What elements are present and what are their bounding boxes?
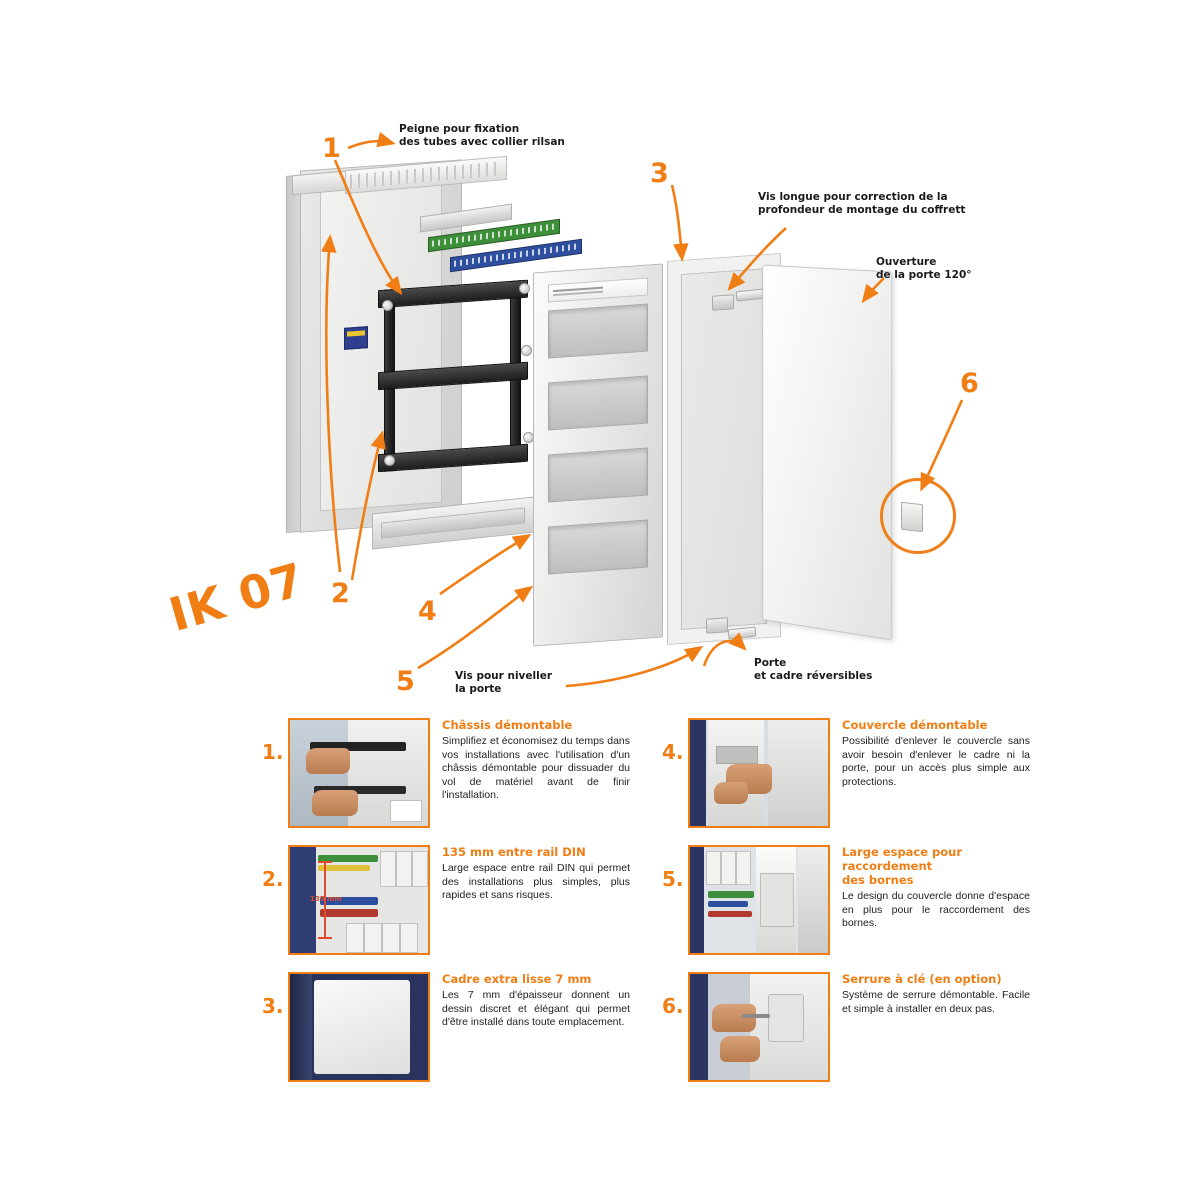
- feature-2-text: [430, 845, 630, 903]
- label-level-screw: [455, 670, 552, 696]
- label-long-screw-line2: profondeur de montage du coffrett: [758, 204, 966, 216]
- label-comb-line1: Peigne pour fixation: [399, 123, 520, 135]
- feature-2-number: 2.: [262, 867, 284, 891]
- feature-4-number: 4.: [662, 740, 684, 764]
- feature-1-title: Châssis démontable: [442, 718, 573, 732]
- cover-slot-3: [548, 448, 648, 503]
- feature-4-thumbnail: [688, 718, 830, 828]
- feature-1-thumbnail: [288, 718, 430, 828]
- feature-3-text: [430, 972, 630, 1030]
- label-comb-line2: des tubes avec collier rilsan: [399, 136, 565, 148]
- feature-2-body: Large espace entre rail DIN qui permet des installations plus simples, plus rapides et sans risques.: [442, 862, 630, 901]
- frame-hinge-top: [712, 294, 734, 311]
- feature-item-2: [262, 845, 630, 957]
- label-long-screw: [758, 191, 965, 217]
- chassis-screw-left-top: [382, 300, 393, 311]
- cover-slot-4: [548, 520, 648, 575]
- feature-6-text: [830, 972, 1030, 1016]
- removable-cover: [533, 263, 663, 646]
- feature-item-4: [662, 718, 1030, 830]
- feature-3-body: Les 7 mm d'épaisseur donnent un dessin discret et élégant qui permet d'être installé dans toute emplacement.: [442, 989, 630, 1028]
- enclosure-door: [762, 265, 892, 641]
- cover-label-strip: [548, 278, 648, 303]
- label-level-screw-line1: Vis pour niveller: [455, 670, 553, 682]
- feature-3-title: Cadre extra lisse 7 mm: [442, 972, 592, 986]
- feature-5-text: [830, 845, 1030, 931]
- feature-4-body: Possibilité d'enlever le couvercle sans avoir besoin d'enlever le cadre ni la porte, pour un accès plus simple aux protections.: [842, 735, 1030, 788]
- feature-item-5: [662, 845, 1030, 957]
- feature-2-thumbnail: [288, 845, 430, 955]
- label-reversible-line1: Porte: [754, 657, 787, 669]
- feature-item-3: [262, 972, 630, 1084]
- feature-1-number: 1.: [262, 740, 284, 764]
- cover-slot-1: [548, 304, 648, 359]
- callout-number-2: 2: [331, 578, 350, 609]
- feature-item-1: [262, 718, 630, 830]
- feature-4-title: Couvercle démontable: [842, 718, 988, 732]
- feature-5-thumbnail: [688, 845, 830, 955]
- feature-5-title-line2: des bornes: [842, 873, 914, 887]
- label-door-opening: [876, 256, 972, 282]
- feature-2-measure: 135 mm: [310, 895, 342, 903]
- lock-highlight-circle: [880, 478, 956, 554]
- removable-chassis: [378, 280, 526, 475]
- feature-4-text: [830, 718, 1030, 789]
- feature-1-body: Simplifiez et économisez du temps dans vos installations avec l'utilisation d'un châssis démontable pour dissuader du vol de matériel avant de finir l'installation.: [442, 735, 630, 801]
- chassis-screw-top: [519, 283, 530, 294]
- feature-3-thumbnail: [288, 972, 430, 1082]
- callout-number-6: 6: [960, 368, 979, 399]
- chassis-screw-mid: [521, 345, 532, 356]
- callout-number-5: 5: [396, 666, 415, 697]
- feature-5-title-line1: Large espace pour raccordement: [842, 845, 963, 873]
- feature-item-6: [662, 972, 1030, 1084]
- features-column-right: [662, 718, 1030, 1099]
- callout-number-3: 3: [650, 158, 669, 189]
- feature-6-number: 6.: [662, 994, 684, 1018]
- label-reversible: [754, 657, 872, 683]
- features-column-left: [262, 718, 630, 1099]
- enclosure-blue-label: [344, 326, 368, 350]
- frame-hinge-bottom: [706, 617, 728, 634]
- feature-3-number: 3.: [262, 994, 284, 1018]
- feature-1-text: [430, 718, 630, 803]
- features-section: [262, 718, 1032, 1098]
- label-comb: [399, 123, 565, 149]
- cover-slot-2: [548, 376, 648, 431]
- feature-5-body: Le design du couvercle donne d'espace en plus pour le raccordement des bornes.: [842, 890, 1030, 929]
- label-reversible-line2: et cadre réversibles: [754, 670, 873, 682]
- label-door-opening-line1: Ouverture: [876, 256, 937, 268]
- ik07-badge: IK 07: [163, 552, 311, 642]
- feature-5-number: 5.: [662, 867, 684, 891]
- feature-6-thumbnail: [688, 972, 830, 1082]
- din-rail-2: [378, 362, 528, 390]
- label-door-opening-line2: de la porte 120°: [876, 269, 972, 281]
- feature-6-title: Serrure à clé (en option): [842, 972, 1002, 986]
- chassis-screw-left-bottom: [384, 455, 395, 466]
- feature-2-title: 135 mm entre rail DIN: [442, 845, 586, 859]
- feature-5-title: [842, 845, 1030, 887]
- callout-number-1: 1: [322, 133, 341, 164]
- callout-number-4: 4: [418, 596, 437, 627]
- label-level-screw-line2: la porte: [455, 683, 502, 695]
- feature-6-body: Système de serrure démontable. Facile et simple à installer en deux pas.: [842, 989, 1030, 1015]
- label-long-screw-line1: Vis longue pour correction de la: [758, 191, 948, 203]
- din-rail-3: [378, 444, 528, 472]
